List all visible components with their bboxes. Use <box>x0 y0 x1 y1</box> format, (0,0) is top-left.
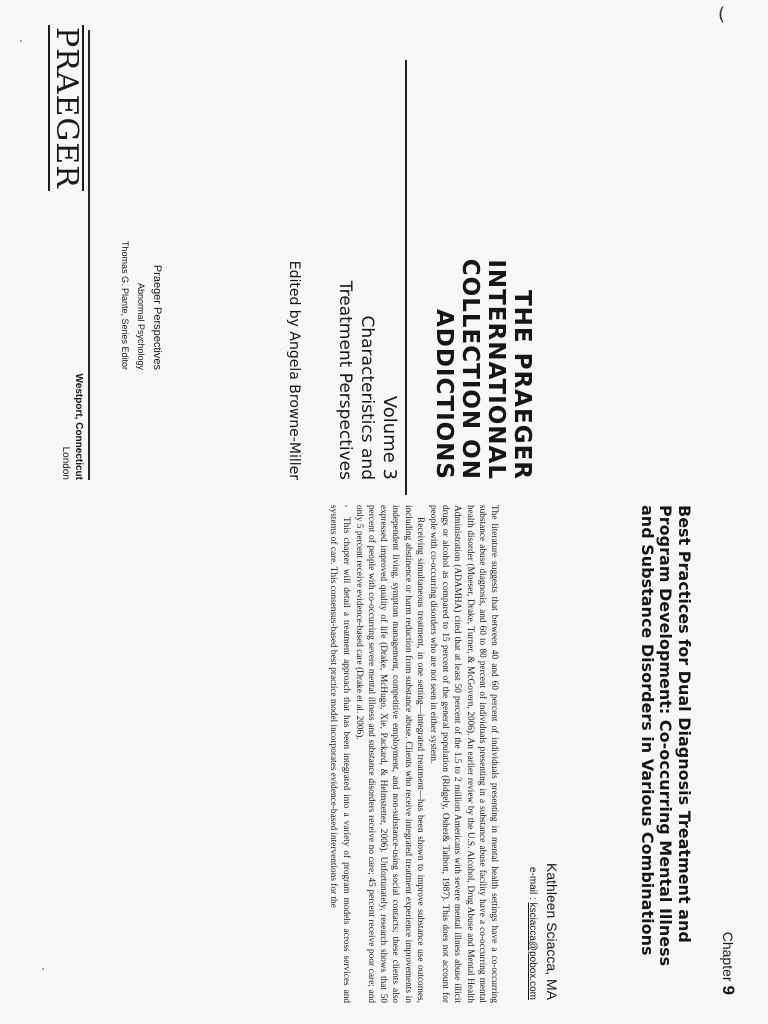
series-info <box>117 120 165 370</box>
volume-subtitle-line: Treatment Perspectives <box>335 280 355 480</box>
chapter-body <box>326 505 500 1003</box>
editor-credit: Edited by Angela Browne-Miller <box>286 260 302 480</box>
volume-block <box>334 120 400 480</box>
collection-title-line: COLLECTION ON <box>457 258 483 480</box>
body-paragraph: Receiving simultaneous treatment, in one setting—integrated treatment—has been shown to improve substance use outcomes, including abstinence or harm reduction from substance abuse. Clients who receive integrated treatment experience improvements in independent living, symptom management, competitive employment, and non-substance-using social contacts; these clients also expressed improved quality of life (Drake, McHugo, Xie, Packard, & Helmstetter, 2006). Unfortunately, research shows that 50 percent of people with co-occurring severe mental illness and substance disorders receive no care; 45 percent receive poor care; and only 5 percent receive evidence-based care (Drake et al. 2006). <box>353 505 425 1003</box>
series-name: Praeger Perspectives <box>151 264 163 370</box>
title-page <box>0 0 750 490</box>
scan-speck <box>20 40 22 42</box>
series-editor: Thomas G. Plante, Series Editor <box>120 240 130 370</box>
volume-label: Volume 3 <box>379 395 400 480</box>
scan-speck <box>345 505 347 507</box>
series-subseries: Abnormal Psychology <box>136 282 146 370</box>
imprint-line: Westport, Connecticut <box>73 373 84 480</box>
chapter-number: 9 <box>719 985 738 995</box>
scan-speck <box>42 968 44 970</box>
author-email <box>527 785 538 1000</box>
collection-title-line: ADDICTIONS <box>431 308 457 480</box>
imprint <box>59 310 85 480</box>
publisher-divider <box>88 30 90 480</box>
imprint-line: London <box>60 446 71 480</box>
body-paragraph: This chapter will detail a treatment approach that has been integrated into a variety of program models across services and systems of care. This consensus-based best practice model incorporates evidence-based interventions for the <box>328 505 351 1003</box>
body-paragraph: The literature suggests that between 40 and 60 percent of individuals presenting in mental health settings have a co-occurring substance abuse diagnosis, and 60 to 80 percent of individuals presenting in a substance abuse facility have a co-occurring mental health disorder (Mueser, Drake, Turner, & McGovern, 2006). An earlier review by the U.S. Alcohol, Drug Abuse and Mental Health Administration (ADAMHA) cited that at least 50 percent of the 1.5 to 2 million Americans with severe mental illness abuse illicit drugs or alcohol as compared to 15 percent of the general population (Ridgely, Osher& Talbott, 1987). This does not account for people with co-occurring disorders who are not seen in either system. <box>427 505 499 1003</box>
email-link[interactable]: ksciacca@pobox.com <box>527 902 538 1000</box>
chapter-label <box>718 875 738 995</box>
collection-title-block <box>431 150 535 480</box>
chapter-word: Chapter <box>720 931 736 982</box>
chapter-title: Best Practices for Dual Diagnosis Treatment and Program Development: Co-occurring Mental Illness and Substance Disorders in Various Combinations <box>638 505 694 967</box>
corner-mark: ( <box>718 4 726 25</box>
collection-title-line: INTERNATIONAL <box>483 259 509 480</box>
email-label: e-mail : <box>527 867 538 900</box>
author-name: Kathleen Sciacca, MA <box>544 863 560 1000</box>
collection-title-line: THE PRAEGER <box>509 289 535 480</box>
publisher-logo: PRAEGER <box>49 27 84 189</box>
volume-subtitle-line: Characteristics and <box>357 315 377 480</box>
title-divider <box>405 60 407 495</box>
chapter-page <box>0 495 768 1024</box>
